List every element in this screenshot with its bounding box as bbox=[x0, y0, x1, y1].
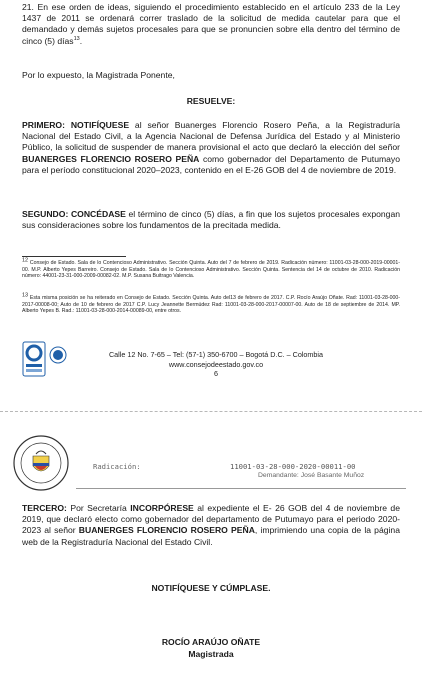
radicacion-number: 11001-03-28-000-2020-00011-00 bbox=[230, 462, 356, 471]
header-rule bbox=[76, 488, 406, 489]
intro-text bbox=[22, 70, 400, 81]
segundo-paragraph bbox=[22, 209, 400, 231]
paragraph-21-text: 21. En ese orden de ideas, siguiendo el procedimiento establecido en el artículo 233 de la Ley 1437 de 2011 se ordenará correr traslado de la solicitud de medida cautelar para que el demandado y demás sujetos procesales para que se pronuncien sobre ella dentro del término de cinco (5) días bbox=[22, 2, 400, 46]
iso-seal-core bbox=[53, 350, 63, 360]
segundo-label: SEGUNDO: CONCÉDASE bbox=[22, 209, 126, 219]
page-number: 6 bbox=[214, 369, 218, 378]
tercero-incorporese: INCORPÓRESE bbox=[130, 503, 194, 513]
radicacion-label: Radicación: bbox=[93, 462, 141, 471]
page-break bbox=[0, 411, 422, 425]
address-line-1: Calle 12 No. 7-65 – Tel: (57-1) 350-6700 – Bogotá D.C. – Colombia bbox=[108, 350, 324, 359]
tercero-text-a: Por Secretaría bbox=[66, 503, 131, 513]
footnote-12-text: Consejo de Estado. Sala de lo Contencioso Administrativo. Sección Quinta. Auto del 7 de febrero de 2019. Radicación número: 11001-03-28-000-2019-00001-00. M.P. Alberto Yepes Barreiro. Consejo de Estado. Sala de lo Contencioso Administrativo. Sección Quinta. Sentencia del 14 de octubre de 2010. Radicación número: 44001-23-31-000-2009-00082-02. M.P. Susana Buitrago Valencia. bbox=[22, 260, 400, 280]
quality-certification-logo bbox=[22, 341, 70, 381]
paragraph-21: 21. En ese orden de ideas, siguiendo el procedimiento establecido en el artículo 233 de la Ley 1437 de 2011 se ordenará correr traslado de la solicitud de medida cautelar para que el demandado y demás sujetos procesales para que se pronuncien sobre ella dentro del término de cinco (5) días$^{13}$. bbox=[22, 2, 400, 46]
certification-bar bbox=[26, 364, 42, 367]
signer-name: ROCÍO ARAÚJO OÑATE bbox=[161, 637, 261, 647]
tercero-name: BUANERGES FLORENCIO ROSERO PEÑA bbox=[78, 525, 255, 536]
demandante: Demandante: José Basante Muñoz bbox=[258, 472, 365, 479]
footnote-12 bbox=[22, 257, 400, 280]
segundo-text: el término de cinco (5) días, a fin que los sujetos procesales expongan sus consideraciones sobre los fundamentos de la precitada medida. bbox=[22, 209, 400, 231]
tercero-text-b: al expediente el E- 26 GOB del 4 de noviembre de 2019, que declaró electo como gobernador del departamento de Putumayo para el periodo 2020- 2023 al señor bbox=[22, 503, 400, 536]
notifiquese-heading: NOTIFÍQUESE Y CÚMPLASE. bbox=[151, 583, 271, 593]
shield-band-blue bbox=[33, 463, 49, 466]
court-address bbox=[76, 350, 356, 379]
footnote-separator bbox=[22, 256, 126, 257]
website: www.consejodeestado.gov.co bbox=[168, 359, 264, 369]
certification-bar-2 bbox=[26, 369, 42, 372]
tercero-label: TERCERO: bbox=[22, 503, 67, 513]
tercero-text-c: , imprimiendo una copia de la página web de la Registraduría Nacional del Estado Civil. bbox=[22, 525, 400, 547]
tercero-paragraph bbox=[22, 503, 400, 548]
primero-paragraph bbox=[22, 120, 400, 176]
resuelve-heading: RESUELVE: bbox=[186, 96, 236, 106]
footnote-12-number: 12 bbox=[22, 257, 29, 264]
primero-text-b: como gobernador del Departamento de Putumayo para el período constitucional 2020–2023, contenido en el E-26 GOB del 4 de noviembre de 2019. bbox=[22, 153, 400, 175]
footnote-13 bbox=[22, 292, 400, 315]
primero-label: PRIMERO: NOTIFÍQUESE bbox=[22, 120, 130, 130]
primero-name: BUANERGES FLORENCIO ROSERO PEÑA bbox=[22, 153, 200, 164]
primero-text-a: al señor Buanerges Florencio Rosero Peña, a la Registraduría Nacional del Estado Civil, a la Agencia Nacional de Defensa Jurídica del Estado y al Ministerio Público, la solicitud de suspender de manera provisional el acto que declaró la elección del señor bbox=[22, 120, 401, 153]
footnote-13-number: 13 bbox=[22, 292, 29, 299]
intro-line: Por lo expuesto, la Magistrada Ponente, bbox=[22, 70, 175, 80]
signer-title: Magistrada bbox=[188, 649, 234, 659]
footnote-ref-13: 13 bbox=[73, 35, 80, 42]
footnote-13-text: Esta misma posición se ha reiterado en Consejo de Estado. Sección Quinta. Auto del13 de febrero de 2017. C.P. Rocío Araújo Oñate. Rad: 11001-03-28-000-2017-00008-00; Auto de 10 de febrero de 2017 C.P. Lucy Jeannette Bermúdez Rad: 11001-03-28-000-2017-00007-00. Auto de 18 de septiembre de 2014. MP. Alberto Yepes B. Rad.: 11001-03-28-000-2014-00089-00, entre otros. bbox=[22, 295, 400, 315]
consejo-de-estado-seal bbox=[12, 434, 70, 492]
